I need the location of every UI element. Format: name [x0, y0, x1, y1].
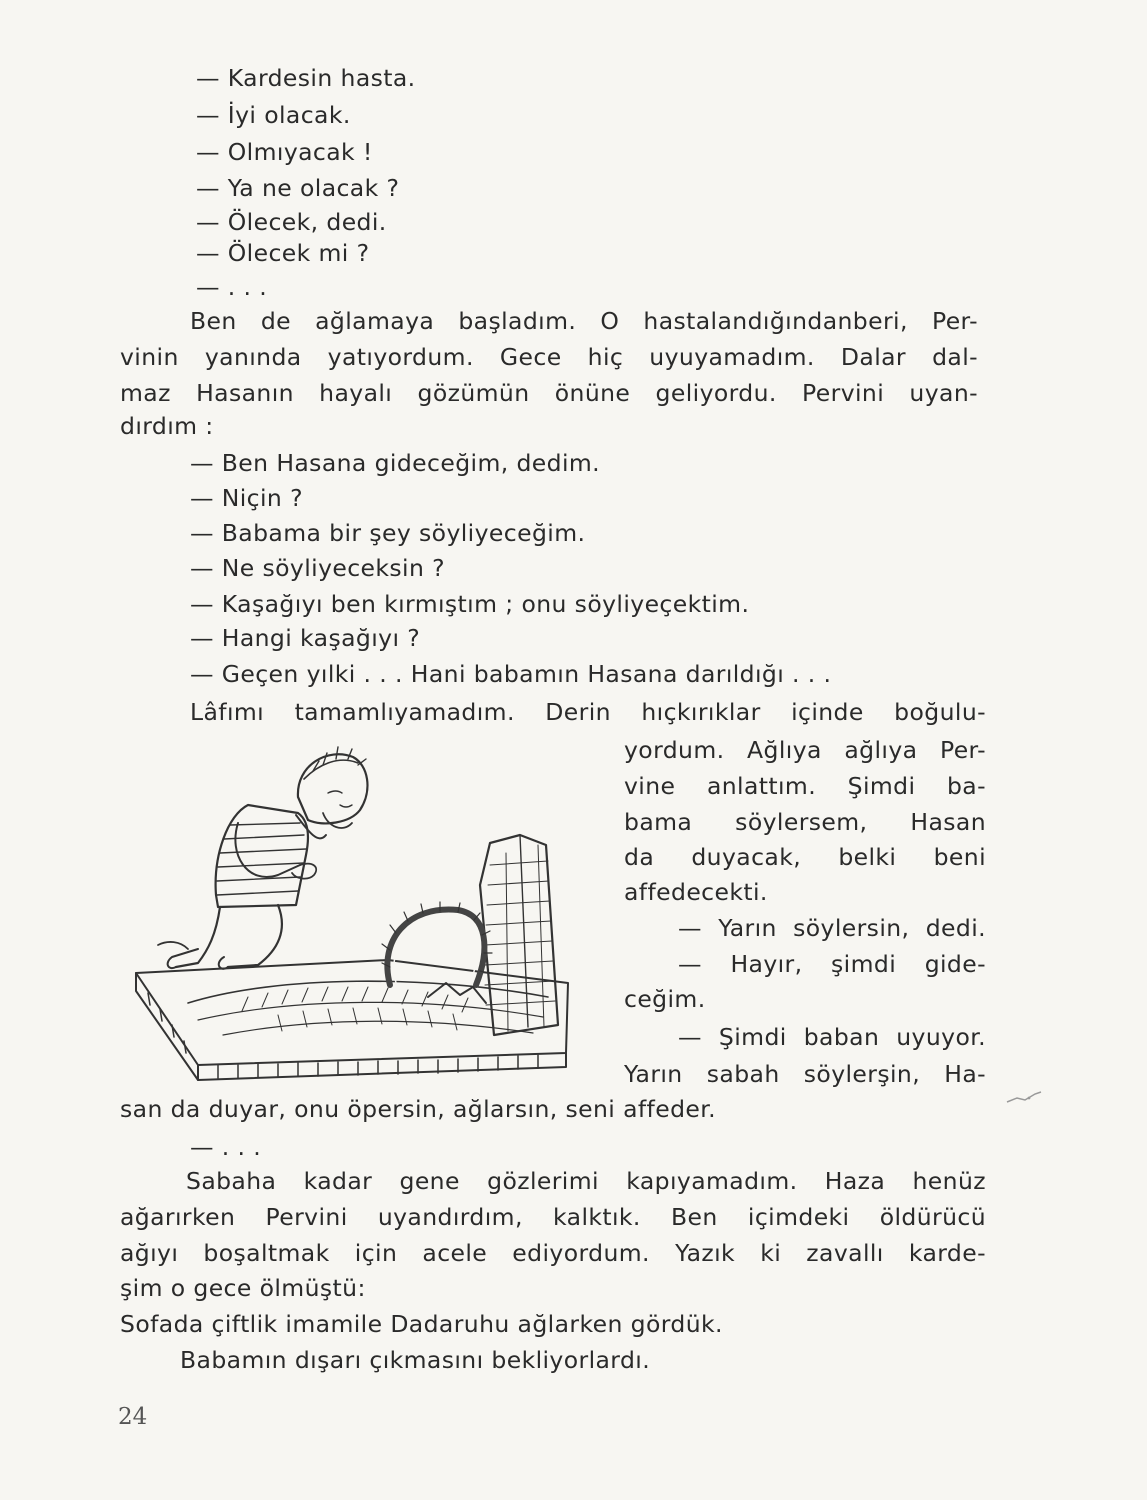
text-line: — Ölecek, dedi. — [196, 208, 387, 236]
text-line: — Şimdi baban uyuyor. — [678, 1023, 986, 1051]
text-line: — Kaşağıyı ben kırmıştım ; onu söyliyeçektim. — [190, 590, 750, 618]
boy-at-grave-illustration — [128, 735, 588, 1085]
text-line: dırdım : — [120, 412, 214, 440]
text-line: ağarırken Pervini uyandırdım, kalktık. Ben içimdeki öldürücü — [120, 1203, 986, 1231]
text-line: şim o gece ölmüştü: — [120, 1274, 366, 1302]
text-line: san da duyar, onu öpersin, ağlarsın, seni affeder. — [120, 1095, 717, 1123]
text-line: — Geçen yılki . . . Hani babamın Hasana darıldığı . . . — [190, 660, 832, 688]
text-line: — Ne söyliyeceksin ? — [190, 554, 446, 582]
text-line: Ben de ağlamaya başladım. O hastalandığındanberi, Per- — [190, 307, 978, 335]
text-line: — Ölecek mi ? — [196, 239, 370, 267]
text-line: bama söylersem, Hasan — [624, 808, 986, 836]
text-line: — Kardesin hasta. — [196, 64, 416, 92]
text-line: vinin yanında yatıyordum. Gece hiç uyuyamadım. Dalar dal- — [120, 343, 978, 371]
text-line: — Babama bir şey söyliyeceğim. — [190, 519, 586, 547]
text-line: affedecekti. — [624, 878, 768, 906]
text-line: — Ben Hasana gideceğim, dedim. — [190, 449, 601, 477]
text-line: Sabaha kadar gene gözlerimi kapıyamadım. Haza henüz — [186, 1167, 986, 1195]
text-line: — . . . — [190, 1133, 262, 1161]
text-line: ceğim. — [624, 985, 706, 1013]
text-line: — Hangi kaşağıyı ? — [190, 624, 421, 652]
page-number: 24 — [118, 1404, 148, 1430]
text-line: Sofada çiftlik imamile Dadaruhu ağlarken gördük. — [120, 1310, 723, 1338]
text-line: — . . . — [196, 273, 268, 301]
text-line: Babamın dışarı çıkmasını bekliyorlardı. — [180, 1346, 651, 1374]
text-line: — Yarın söylersin, dedi. — [678, 914, 986, 942]
text-line: vine anlattım. Şimdi ba- — [624, 772, 986, 800]
text-line: — Olmıyacak ! — [196, 138, 373, 166]
text-line: — Niçin ? — [190, 484, 303, 512]
text-line: — İyi olacak. — [196, 101, 351, 129]
text-line: — Ya ne olacak ? — [196, 174, 400, 202]
text-line: Yarın sabah söylerşin, Ha- — [624, 1060, 986, 1088]
text-line: Lâfımı tamamlıyamadım. Derin hıçkırıklar içinde boğulu- — [190, 698, 986, 726]
text-line: maz Hasanın hayalı gözümün önüne geliyordu. Pervini uyan- — [120, 379, 978, 407]
text-line: ağıyı boşaltmak için acele ediyordum. Yazık ki zavallı karde- — [120, 1239, 986, 1267]
ink-speck — [1005, 1088, 1045, 1108]
text-line: — Hayır, şimdi gide- — [678, 950, 986, 978]
text-line: da duyacak, belki beni — [624, 843, 986, 871]
text-line: yordum. Ağlıya ağlıya Per- — [624, 736, 986, 764]
